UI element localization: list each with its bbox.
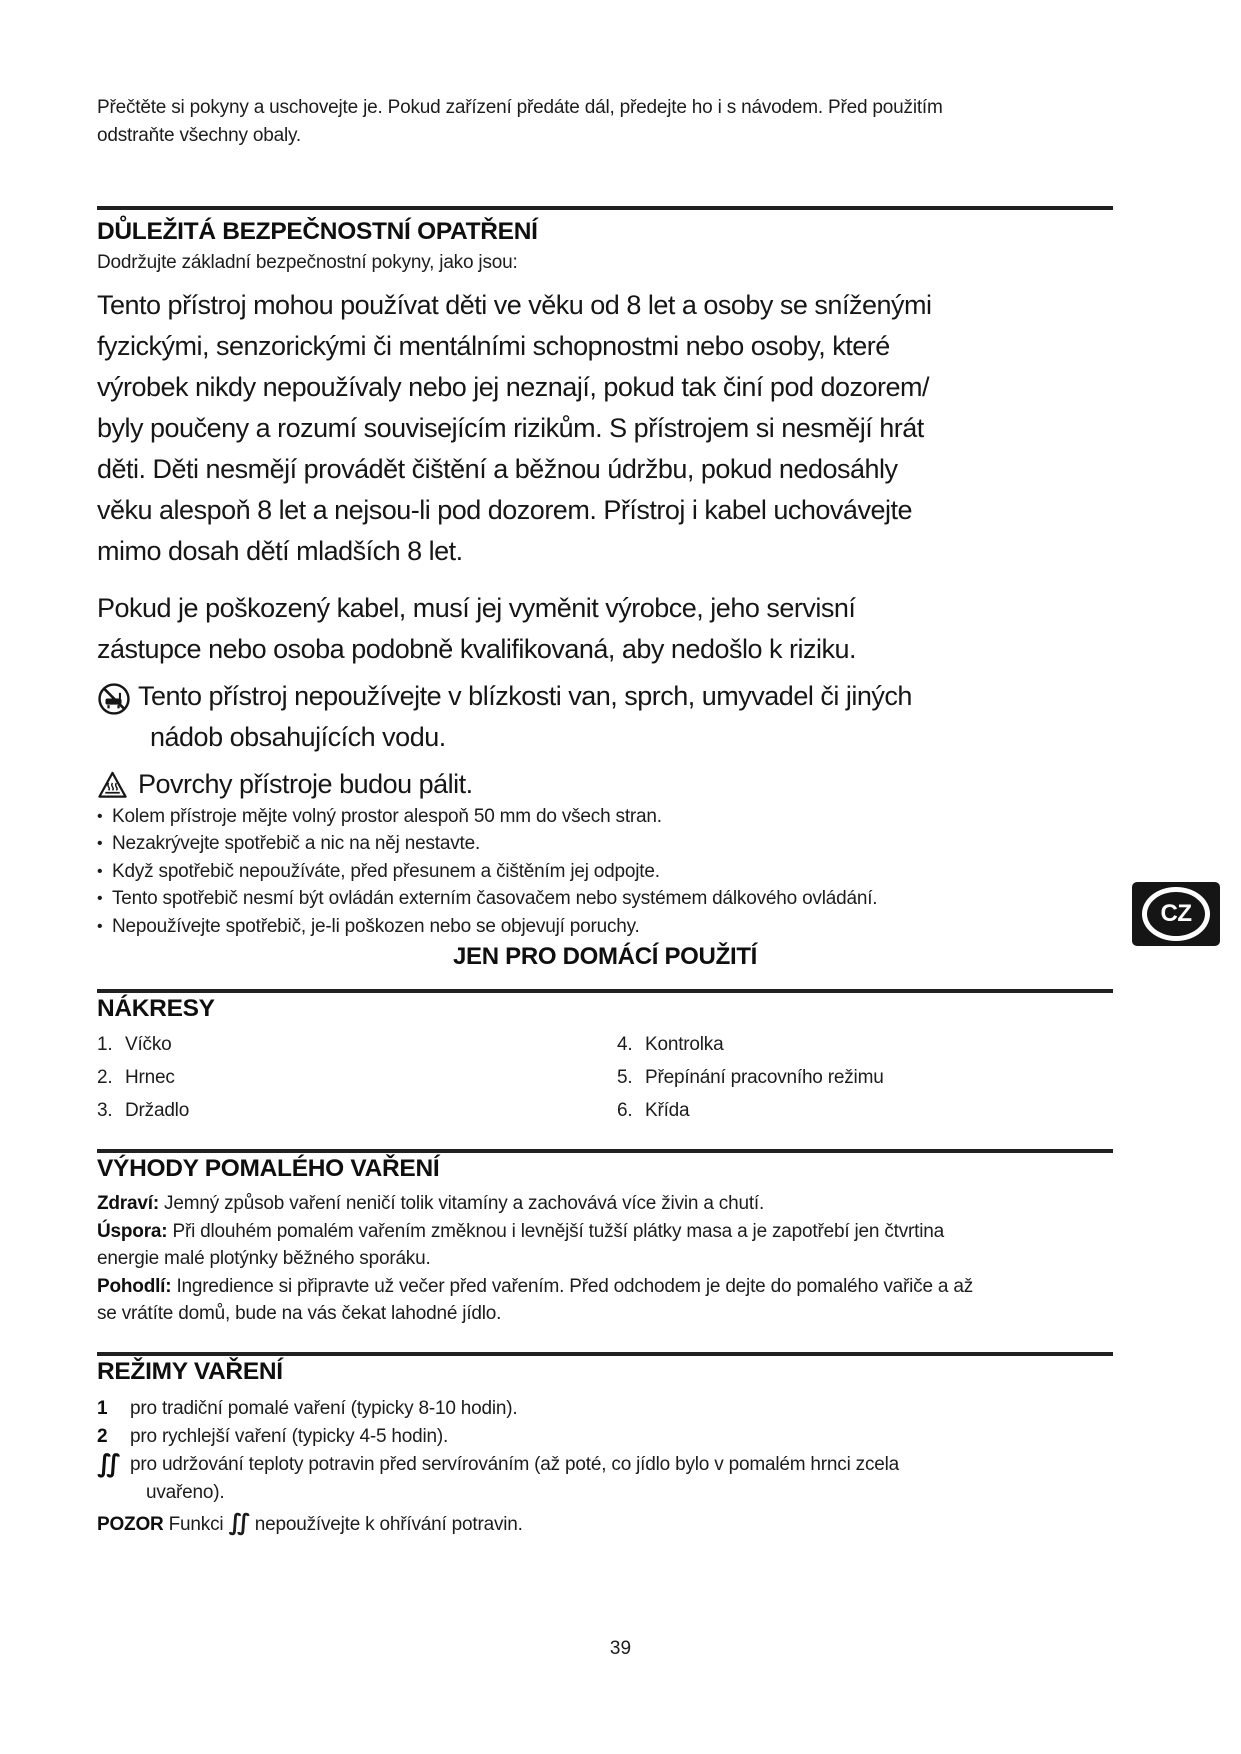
bullet-item [97, 803, 1145, 831]
safety-paragraph-children [97, 285, 1145, 572]
intro-line: odstraňte všechny obaly. [97, 124, 301, 146]
cz-badge-ring [1142, 887, 1210, 941]
bullet-item [97, 830, 1145, 858]
drawing-item [97, 1028, 617, 1061]
benefit-text: Jemný způsob vaření neničí tolik vitamíny a zachovává více živin a chutí. [158, 1193, 765, 1214]
bullet-item [97, 913, 1145, 941]
safety-line: zástupce nebo osoba podobně kvalifikovaná, aby nedošlo k riziku. [97, 633, 857, 664]
bullet-dot: • [97, 890, 103, 907]
section-modes [97, 1352, 1145, 1539]
keep-warm-icon: ∬ [97, 1448, 121, 1478]
caution-lead: POZOR [97, 1513, 164, 1535]
hot-surface-icon [97, 764, 138, 805]
warning-line: nádob obsahujících vodu. [150, 721, 446, 752]
mode-line: pro tradiční pomalé vaření (typicky 8-10 hodin). [130, 1397, 518, 1419]
mode-marker-1: 1 [97, 1397, 108, 1419]
bullet-dot: • [97, 807, 103, 825]
item-label: Křída [645, 1100, 690, 1121]
bullet-text: Tento spotřebič nesmí být ovládán externím časovačem nebo systémem dálkového ovládání. [112, 888, 878, 909]
page-number: 39 [609, 1638, 632, 1659]
drawing-item [617, 1094, 1113, 1127]
mode-line: pro udržování teploty potravin před servírováním (až poté, co jídlo bylo v pomalém hrnci zcela [130, 1453, 900, 1475]
drawing-item [97, 1094, 617, 1127]
safety-paragraph-cable [97, 588, 1145, 670]
drawings-column-left [97, 1028, 617, 1127]
benefits-section-title: VÝHODY POMALÉHO VAŘENÍ [97, 1155, 440, 1182]
benefit-text-line2: se vrátíte domů, bude na vás čekat lahodné jídlo. [97, 1303, 502, 1324]
benefit-paragraph [97, 1273, 1145, 1328]
mode-text [130, 1395, 517, 1423]
bullet-dot: • [97, 835, 103, 852]
safety-bullet-list [97, 803, 1145, 941]
mode-item [97, 1395, 1145, 1423]
safety-line: děti. Děti nesmějí provádět čištění a běžnou údržbu, pokud nedosáhly [97, 453, 898, 484]
bullet-text: Když spotřebič nepoužíváte, před přesunem a čištěním jej odpojte. [112, 860, 660, 882]
benefit-text: Při dlouhém pomalém vařením změknou i levnější tužší plátky masa a je zapotřebí jen čtvrtina [167, 1220, 944, 1242]
drawing-item [97, 1061, 617, 1094]
modes-list [97, 1395, 1145, 1539]
modes-section-title: REŽIMY VAŘENÍ [97, 1357, 283, 1385]
mode-text [130, 1451, 899, 1507]
warning-text [138, 764, 473, 805]
benefit-text: Ingredience si připravte už večer před vařením. Před odchodem je dejte do pomalého vařiče a až [171, 1275, 974, 1297]
warning-line: Tento přístroj nepoužívejte v blízkosti van, sprch, umyvadel či jiných [138, 680, 912, 711]
drawing-item [617, 1061, 1113, 1094]
item-label: Držadlo [125, 1100, 190, 1121]
bullet-dot: • [97, 917, 103, 935]
safety-subtitle: Dodržujte základní bezpečnostní pokyny, jako jsou: [97, 252, 518, 273]
safety-line: Pokud je poškozený kabel, musí jej vyměnit výrobce, jeho servisní [97, 592, 856, 623]
benefit-lead: Zdraví: [97, 1193, 159, 1214]
warning-line: Povrchy přístroje budou pálit. [138, 768, 473, 799]
safety-line: Tento přístroj mohou používat děti ve věku od 8 let a osoby se sníženými [97, 289, 932, 320]
benefit-paragraph [97, 1190, 1145, 1218]
no-bathtub-icon [97, 676, 138, 758]
drawing-item [617, 1028, 1113, 1061]
warning-row-heat [97, 764, 1145, 805]
caution-text: nepoužívejte k ohřívání potravin. [249, 1513, 523, 1535]
safety-line: fyzickými, senzorickými či mentálními schopnostmi nebo osoby, které [97, 330, 890, 361]
item-number: 2. [97, 1067, 113, 1088]
section-divider [97, 206, 1113, 210]
bullet-item [97, 885, 1145, 913]
section-benefits [97, 1149, 1145, 1328]
item-number: 3. [97, 1100, 113, 1121]
caution-text: Funkci [163, 1513, 229, 1535]
bullet-text: Kolem přístroje mějte volný prostor alespoň 50 mm do všech stran. [112, 805, 662, 827]
warning-text [138, 676, 912, 758]
benefit-paragraph [97, 1218, 1145, 1273]
drawings-section-title: NÁKRESY [97, 995, 215, 1022]
intro-line: Přečtěte si pokyny a uschovejte je. Pokud zařízení předáte dál, předejte ho i s návodem. Před použitím [97, 97, 943, 118]
mode-line: uvařeno). [146, 1481, 225, 1503]
item-number: 5. [617, 1067, 633, 1088]
bullet-item [97, 858, 1145, 886]
item-label: Přepínání pracovního režimu [645, 1067, 884, 1088]
bullet-text: Nepoužívejte spotřebič, je-li poškozen nebo se objevují poruchy. [112, 915, 640, 937]
safety-section-title: DŮLEŽITÁ BEZPEČNOSTNÍ OPATŘENÍ [97, 218, 538, 245]
item-label: Víčko [125, 1034, 172, 1055]
bullet-dot: • [97, 862, 103, 880]
mode-item [97, 1448, 1145, 1507]
safety-line: byly poučeny a rozumí souvisejícím rizikům. S přístrojem si nesmějí hrát [97, 412, 924, 443]
safety-line: výrobek nikdy nepoužívaly nebo jej neznají, pokud tak činí pod dozorem/ [97, 371, 930, 402]
warning-row-water [97, 676, 1145, 758]
item-label: Kontrolka [645, 1034, 724, 1055]
section-drawings [97, 989, 1145, 1127]
drawings-column-right [617, 1028, 1113, 1127]
benefit-text-line2: energie malé plotýnky běžného sporáku. [97, 1248, 431, 1269]
item-number: 6. [617, 1100, 633, 1121]
drawings-list [97, 1028, 1145, 1127]
cz-badge-label: CZ [1160, 900, 1192, 927]
mode-line: pro rychlejší vaření (typicky 4-5 hodin). [130, 1425, 449, 1447]
mode-text [130, 1423, 448, 1451]
benefit-lead: Pohodlí: [97, 1275, 172, 1297]
section-safety [97, 206, 1145, 972]
item-number: 4. [617, 1034, 633, 1055]
safety-line: mimo dosah dětí mladších 8 let. [97, 535, 463, 566]
benefits-paragraphs [97, 1190, 1145, 1328]
item-label: Hrnec [125, 1067, 175, 1088]
caution-note [97, 1509, 1145, 1539]
cz-badge [1132, 882, 1220, 946]
mode-marker-2: 2 [97, 1425, 108, 1447]
mode-item [97, 1423, 1145, 1451]
item-number: 1. [97, 1034, 113, 1055]
intro-paragraph [97, 94, 1145, 149]
bullet-text: Nezakrývejte spotřebič a nic na něj nestavte. [112, 833, 481, 854]
keep-warm-icon: ∬ [228, 1509, 250, 1536]
benefit-lead: Úspora: [97, 1220, 168, 1242]
safety-line: věku alespoň 8 let a nejsou-li pod dozorem. Přístroj i kabel uchovávejte [97, 494, 912, 525]
domestic-use-note: JEN PRO DOMÁCÍ POUŽITÍ [452, 943, 758, 970]
